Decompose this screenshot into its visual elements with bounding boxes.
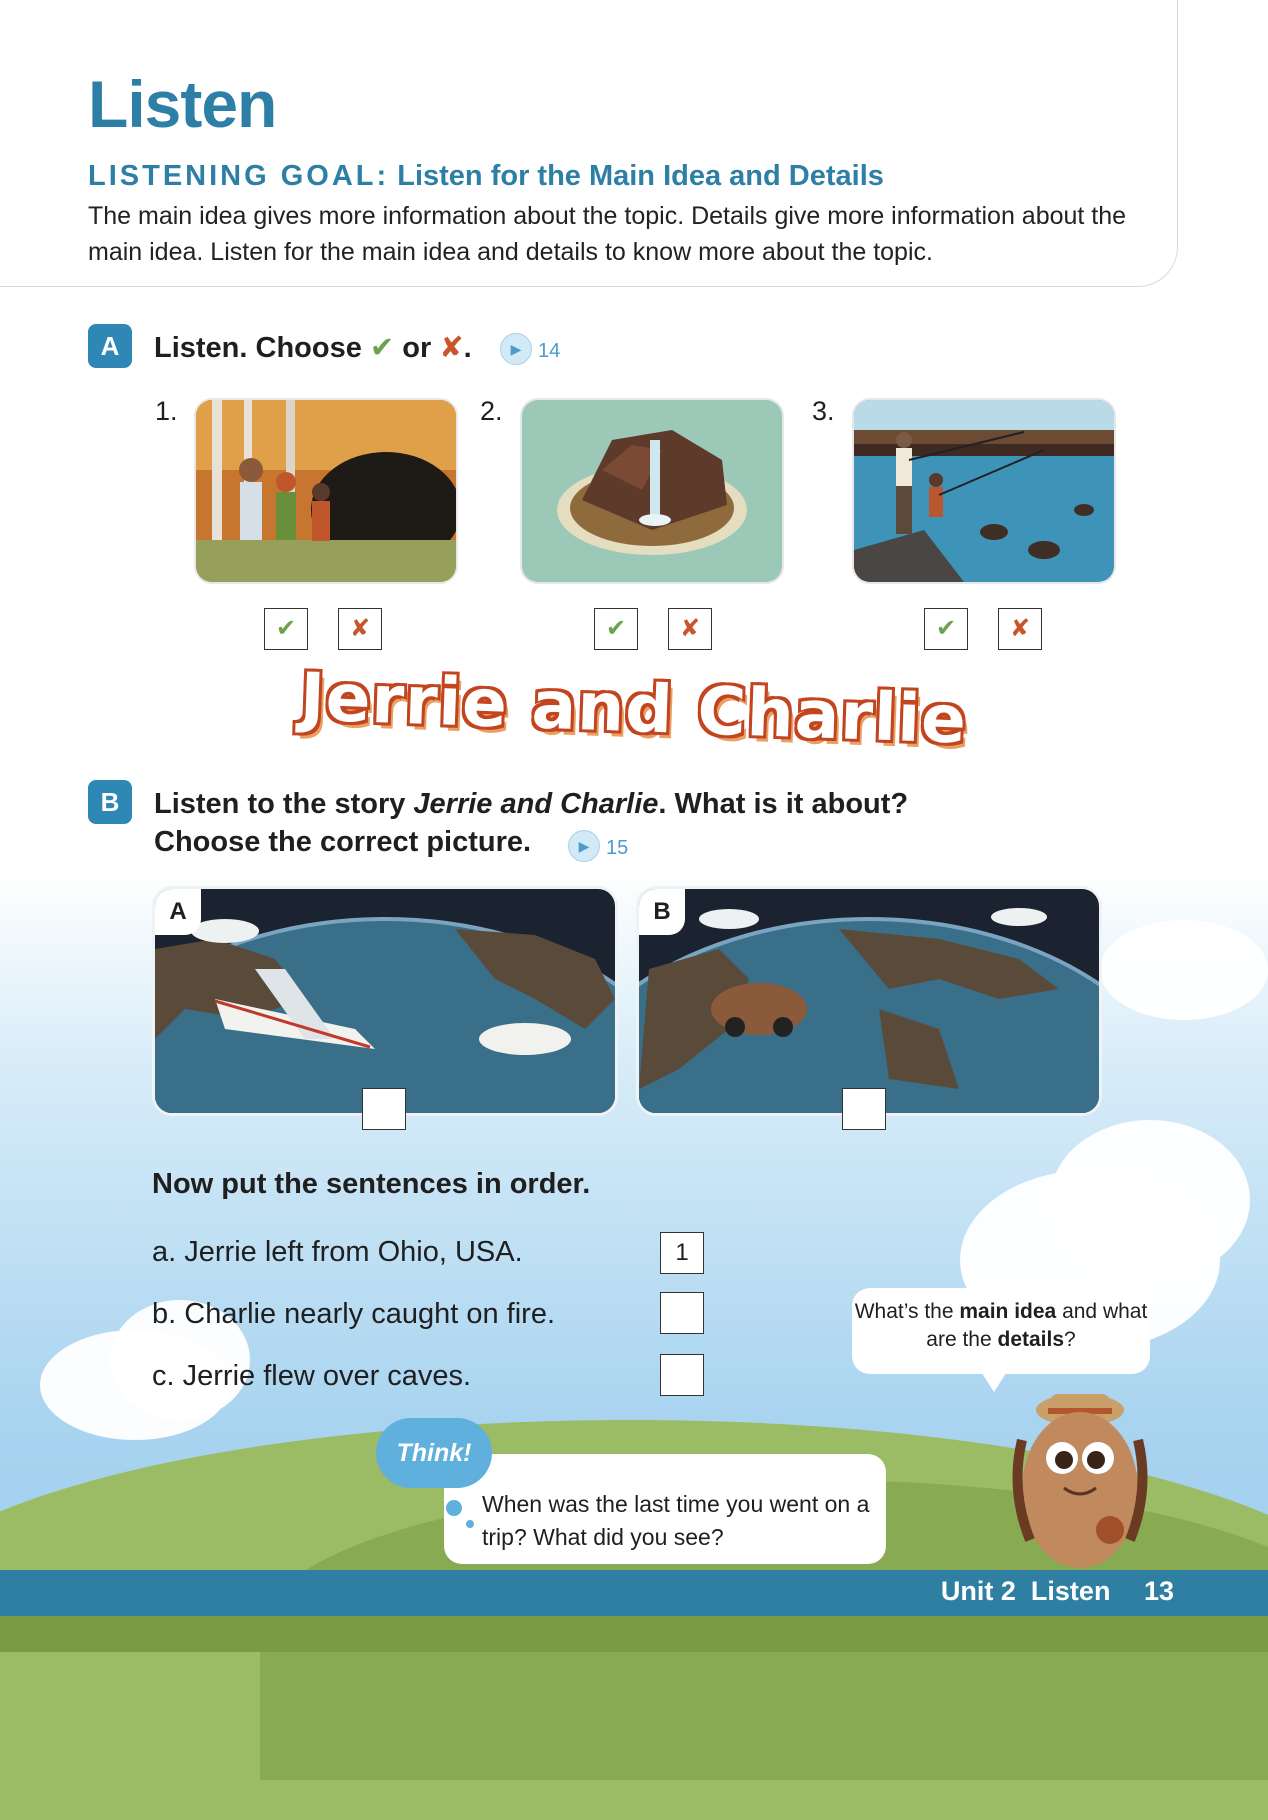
footer-ground xyxy=(0,1616,1268,1652)
cloud-decoration xyxy=(1050,1120,1250,1280)
item-number: 1. xyxy=(155,396,178,426)
order-answer-box[interactable] xyxy=(660,1292,704,1334)
cross-icon: ✘ xyxy=(679,615,701,642)
track-number: 14 xyxy=(538,340,561,362)
footer-section: Listen xyxy=(1030,1576,1111,1606)
cross-icon: ✘ xyxy=(1009,615,1031,642)
page-title: Listen xyxy=(88,67,277,141)
footer-unit: Unit 2 xyxy=(940,1576,1016,1606)
order-answer-box[interactable] xyxy=(660,1354,704,1396)
page-footer xyxy=(941,1576,1174,1607)
answer-box-a[interactable] xyxy=(362,1088,406,1130)
cross-box[interactable] xyxy=(668,608,712,650)
check-box[interactable] xyxy=(264,608,308,650)
think-dot xyxy=(446,1500,462,1516)
section-a-instruction xyxy=(154,330,472,365)
cross-icon: ✘ xyxy=(349,615,371,642)
check-box[interactable] xyxy=(594,608,638,650)
section-b-badge: B xyxy=(88,780,132,824)
instruction-text: Listen. Choose xyxy=(154,332,362,364)
track-number: 15 xyxy=(606,837,629,859)
instruction-text: . xyxy=(463,332,472,364)
instruction-text: . What is it about? xyxy=(658,788,909,820)
check-icon: ✔ xyxy=(605,615,627,642)
item-text: Charlie nearly caught on fire. xyxy=(184,1298,556,1330)
item-number: 3. xyxy=(812,396,835,426)
cross-box[interactable] xyxy=(338,608,382,650)
picture-label: A xyxy=(155,889,201,935)
item-number: 2. xyxy=(480,396,503,426)
check-box[interactable] xyxy=(924,608,968,650)
order-answer-box[interactable]: 1 xyxy=(660,1232,704,1274)
section-b-instruction-line2: Choose the correct picture. xyxy=(154,826,532,858)
instruction-text: or xyxy=(402,332,432,364)
cross-icon: ✘ xyxy=(439,332,464,364)
speech-text: and what are the xyxy=(926,1300,1148,1351)
picture-family-hiking xyxy=(194,398,458,584)
picture-fishing-lake xyxy=(852,398,1116,584)
item-text: Jerrie flew over caves. xyxy=(182,1360,472,1392)
cross-box[interactable] xyxy=(998,608,1042,650)
item-letter: b. xyxy=(152,1298,177,1330)
story-title: Jerrie and Charlie xyxy=(298,658,969,759)
check-icon: ✔ xyxy=(935,615,957,642)
order-item xyxy=(152,1236,523,1269)
order-item xyxy=(152,1298,555,1331)
picture-car-over-earth xyxy=(636,886,1102,1116)
order-item xyxy=(152,1360,471,1393)
mascot-character xyxy=(1000,1380,1160,1580)
speech-text: What’s the xyxy=(854,1300,960,1323)
check-icon: ✔ xyxy=(275,615,297,642)
goal-title: Listen for the Main Idea and Details xyxy=(397,160,884,192)
order-heading: Now put the sentences in order. xyxy=(152,1168,591,1200)
story-name: Jerrie and Charlie xyxy=(413,788,659,820)
section-b-instruction xyxy=(154,788,908,821)
goal-label: LISTENING GOAL: xyxy=(88,160,390,192)
instruction-text: Listen to the story xyxy=(154,788,414,820)
speech-bold: details xyxy=(997,1328,1065,1351)
audio-icon[interactable]: ▶ xyxy=(500,333,532,365)
audio-icon[interactable]: ▶ xyxy=(568,830,600,862)
speech-text: ? xyxy=(1064,1328,1076,1351)
picture-label: B xyxy=(639,889,685,935)
think-dot xyxy=(466,1520,474,1528)
picture-island-waterfall xyxy=(520,398,784,584)
goal-description: The main idea gives more information about the topic. Details give more information about the main idea. Listen for the main idea and details to know more about the topic. xyxy=(88,202,1127,266)
item-letter: a. xyxy=(152,1236,177,1268)
answer-box-b[interactable] xyxy=(842,1088,886,1130)
picture-plane-over-earth xyxy=(152,886,618,1116)
page-number: 13 xyxy=(1143,1576,1174,1606)
speech-bubble xyxy=(852,1288,1150,1374)
cloud-decoration xyxy=(1100,920,1268,1020)
check-icon: ✔ xyxy=(369,332,395,364)
think-question: When was the last time you went on a trip? What did you see? xyxy=(482,1491,870,1550)
item-letter: c. xyxy=(152,1360,175,1392)
speech-bold: main idea xyxy=(959,1300,1057,1323)
item-text: Jerrie left from Ohio, USA. xyxy=(184,1236,523,1268)
section-a-badge: A xyxy=(88,324,132,368)
listening-goal-heading xyxy=(88,160,884,193)
think-cloud-label: Think! xyxy=(376,1418,492,1488)
